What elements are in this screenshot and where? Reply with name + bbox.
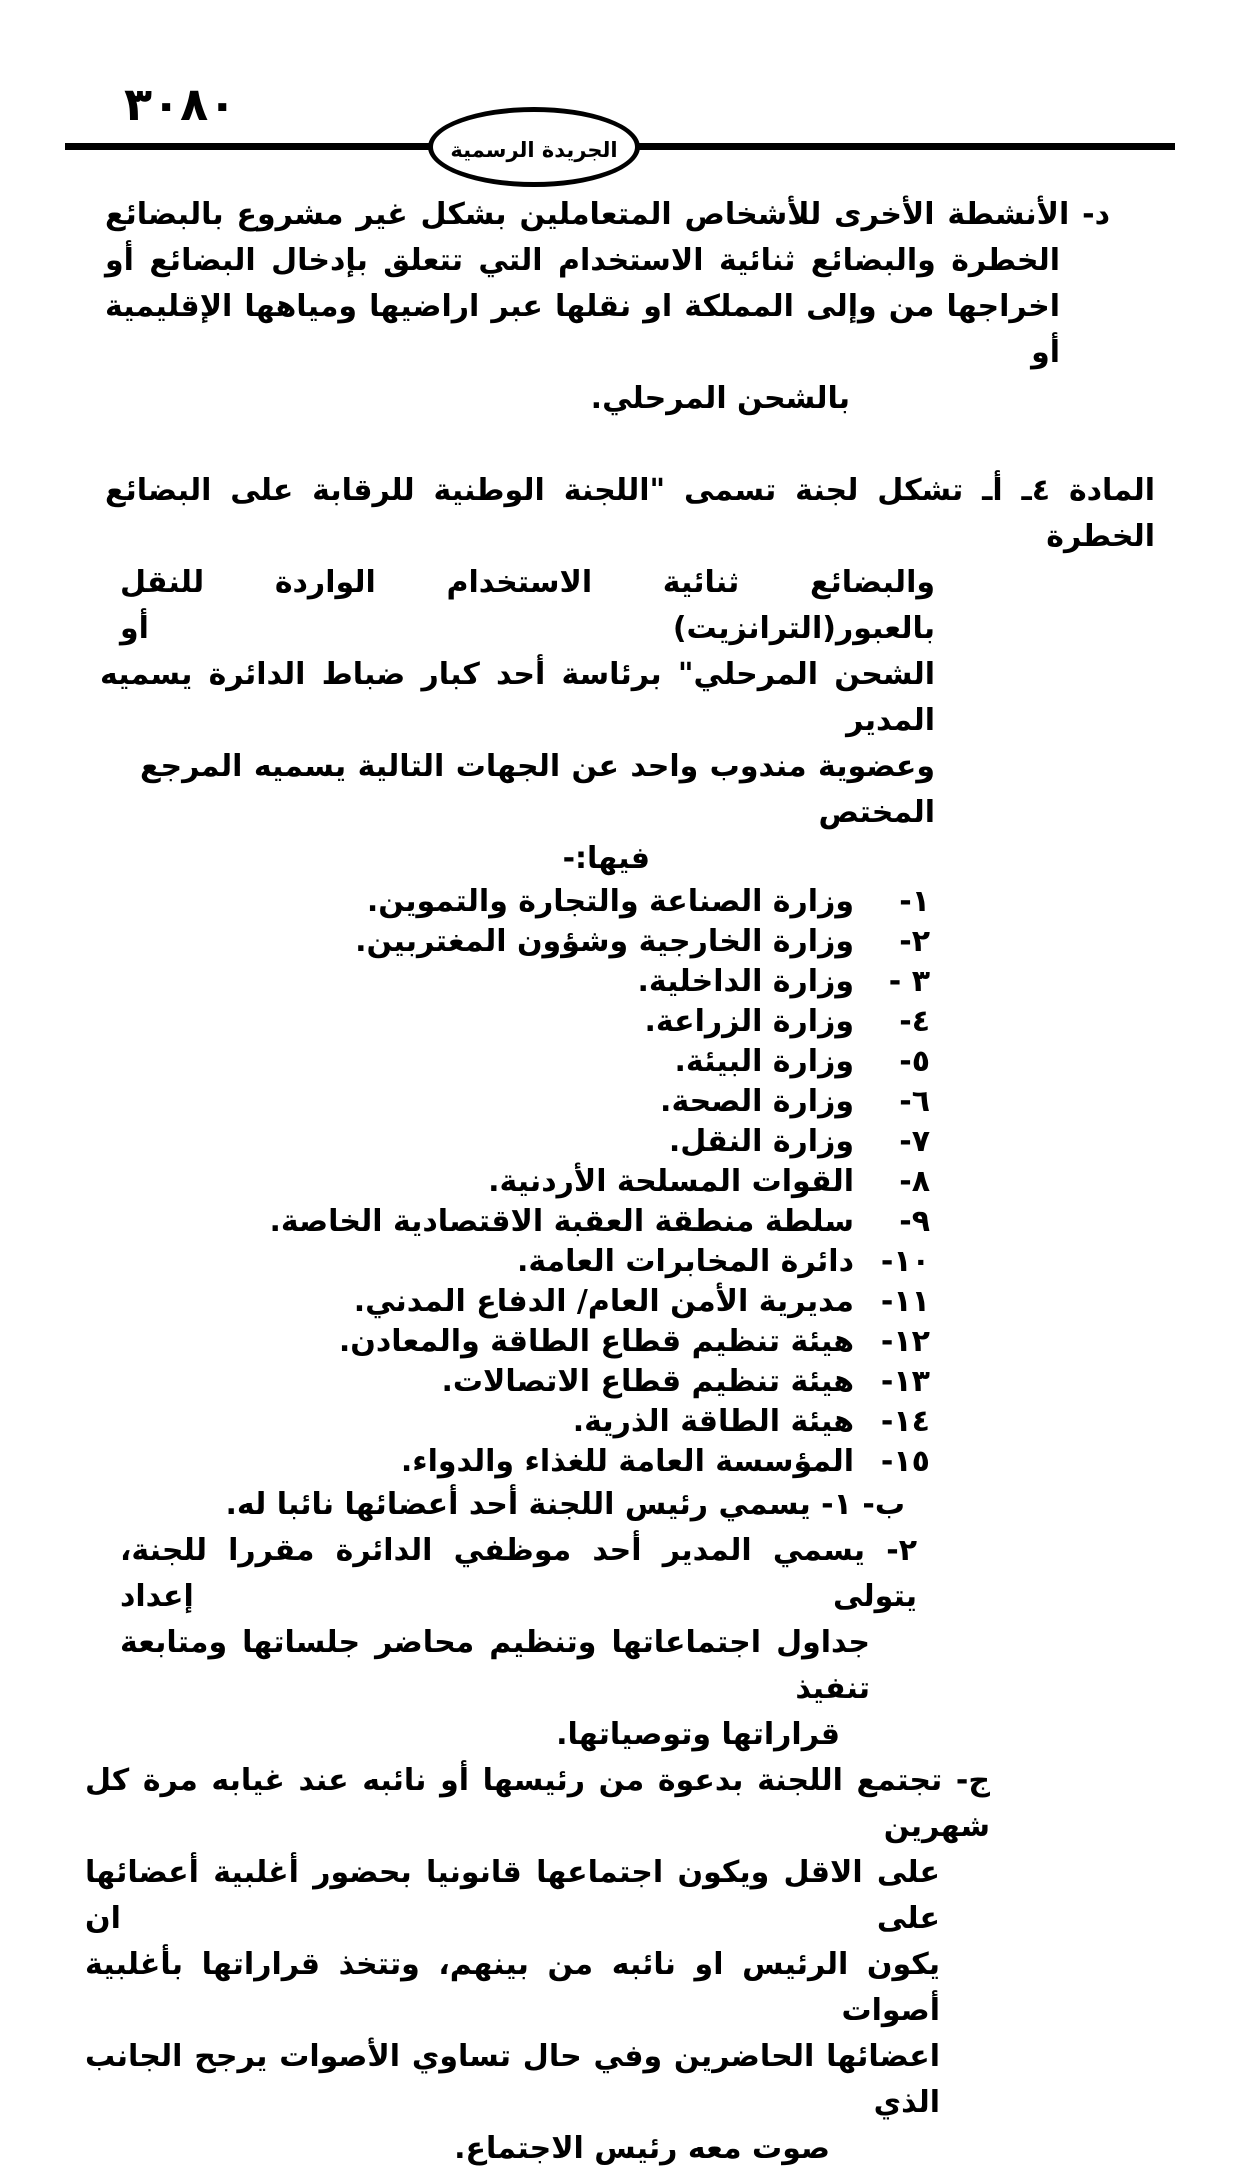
- list-item: [85, 1122, 930, 1162]
- text-line: المادة ٤ـ أـ تشكل لجنة تسمى "اللجنة الوطنية للرقابة على البضائع الخطرة: [105, 473, 1155, 554]
- list-item-number: ٧-: [899, 1124, 930, 1159]
- list-item-number: ٣ -: [888, 964, 930, 999]
- text-line: صوت معه رئيس الاجتماع.: [454, 2131, 830, 2166]
- list-item: [85, 1322, 930, 1362]
- list-item-text: وزارة البيئة.: [674, 1044, 854, 1079]
- list-item-number: ٩-: [899, 1204, 930, 1239]
- text-line: ج- تجتمع اللجنة بدعوة من رئيسها أو نائبه عند غيابه مرة كل شهرين: [85, 1763, 990, 1844]
- list-item-number: ١٠-: [880, 1244, 930, 1279]
- gazette-label: الجريدة الرسمية: [450, 138, 618, 162]
- text-line: الشحن المرحلي" برئاسة أحد كبار ضباط الدائرة يسميه المدير: [100, 657, 935, 738]
- list-item-text: وزارة الصحة.: [660, 1084, 854, 1119]
- committee-list: [85, 882, 1155, 1482]
- list-item-number: ١٢-: [880, 1324, 930, 1359]
- list-item: [85, 1162, 930, 1202]
- list-item-number: ٨-: [899, 1164, 930, 1199]
- text-line: ٢- يسمي المدير أحد موظفي الدائرة مقررا للجنة، يتولى إعداد: [120, 1533, 917, 1614]
- text-line: بالشحن المرحلي.: [590, 381, 850, 416]
- clause-d-paragraph: [85, 192, 1155, 422]
- list-item-text: المؤسسة العامة للغذاء والدواء.: [400, 1444, 854, 1479]
- gazette-oval: [428, 107, 640, 187]
- list-item-number: ٥-: [899, 1044, 930, 1079]
- list-item: [85, 882, 930, 922]
- clause-b-paragraph: [85, 1482, 1155, 1528]
- list-item-number: ١-: [899, 884, 930, 919]
- text-line: وعضوية مندوب واحد عن الجهات التالية يسميه المرجع المختص: [140, 749, 935, 830]
- list-item-text: مديرية الأمن العام/ الدفاع المدني.: [353, 1284, 854, 1319]
- clause-b2-paragraph: [85, 1528, 1155, 1758]
- clause-j-paragraph: [85, 1758, 1155, 2172]
- text-line: الخطرة والبضائع ثنائية الاستخدام التي تتعلق بإدخال البضائع أو: [105, 243, 1060, 278]
- list-item-number: ١٣-: [880, 1364, 930, 1399]
- text-line: على الاقل ويكون اجتماعها قانونيا بحضور أغلبية أعضائها على ان: [85, 1855, 940, 1936]
- list-item: [85, 922, 930, 962]
- page-number: ٣٠٨٠: [124, 77, 237, 131]
- list-item-text: هيئة الطاقة الذرية.: [572, 1404, 854, 1439]
- text-line: فيها:-: [562, 841, 650, 876]
- list-item-text: سلطة منطقة العقبة الاقتصادية الخاصة.: [269, 1204, 854, 1239]
- list-item-text: وزارة الخارجية وشؤون المغتربين.: [355, 924, 854, 959]
- list-item-number: ١٤-: [880, 1404, 930, 1439]
- list-item-text: وزارة النقل.: [668, 1124, 854, 1159]
- list-item-number: ٢-: [899, 924, 930, 959]
- list-item: [85, 1082, 930, 1122]
- list-item-text: وزارة الزراعة.: [644, 1004, 854, 1039]
- text-line: ب- ١- يسمي رئيس اللجنة أحد أعضائها نائبا له.: [225, 1487, 905, 1522]
- text-line: د- الأنشطة الأخرى للأشخاص المتعاملين بشكل غير مشروع بالبضائع: [105, 197, 1110, 232]
- document-body: [85, 192, 1155, 2172]
- list-item: [85, 1002, 930, 1042]
- list-item-text: القوات المسلحة الأردنية.: [488, 1164, 854, 1199]
- text-line: والبضائع ثنائية الاستخدام الواردة للنقل بالعبور(الترانزيت) أو: [120, 565, 935, 646]
- list-item-number: ١٥-: [880, 1444, 930, 1479]
- text-line: يكون الرئيس او نائبه من بينهم، وتتخذ قراراتها بأغلبية أصوات: [85, 1947, 940, 2028]
- text-line: اخراجها من وإلى المملكة او نقلها عبر اراضيها ومياهها الإقليمية أو: [105, 289, 1060, 370]
- list-item-text: وزارة الداخلية.: [637, 964, 854, 999]
- list-item: [85, 1042, 930, 1082]
- list-item: [85, 962, 930, 1002]
- list-item-text: دائرة المخابرات العامة.: [516, 1244, 854, 1279]
- list-item-text: هيئة تنظيم قطاع الاتصالات.: [441, 1364, 854, 1399]
- list-item-number: ١١-: [880, 1284, 930, 1319]
- list-item-text: هيئة تنظيم قطاع الطاقة والمعادن.: [338, 1324, 854, 1359]
- list-item-text: وزارة الصناعة والتجارة والتموين.: [366, 884, 854, 919]
- article-4-paragraph: [85, 468, 1155, 882]
- text-line: اعضائها الحاضرين وفي حال تساوي الأصوات يرجح الجانب الذي: [85, 2039, 940, 2120]
- list-item-number: ٦-: [899, 1084, 930, 1119]
- list-item: [85, 1362, 930, 1402]
- list-item: [85, 1442, 930, 1482]
- list-item: [85, 1242, 930, 1282]
- list-item: [85, 1202, 930, 1242]
- list-item: [85, 1402, 930, 1442]
- list-item-number: ٤-: [899, 1004, 930, 1039]
- text-line: قراراتها وتوصياتها.: [556, 1717, 840, 1752]
- list-item: [85, 1282, 930, 1322]
- text-line: جداول اجتماعاتها وتنظيم محاضر جلساتها ومتابعة تنفيذ: [120, 1625, 870, 1706]
